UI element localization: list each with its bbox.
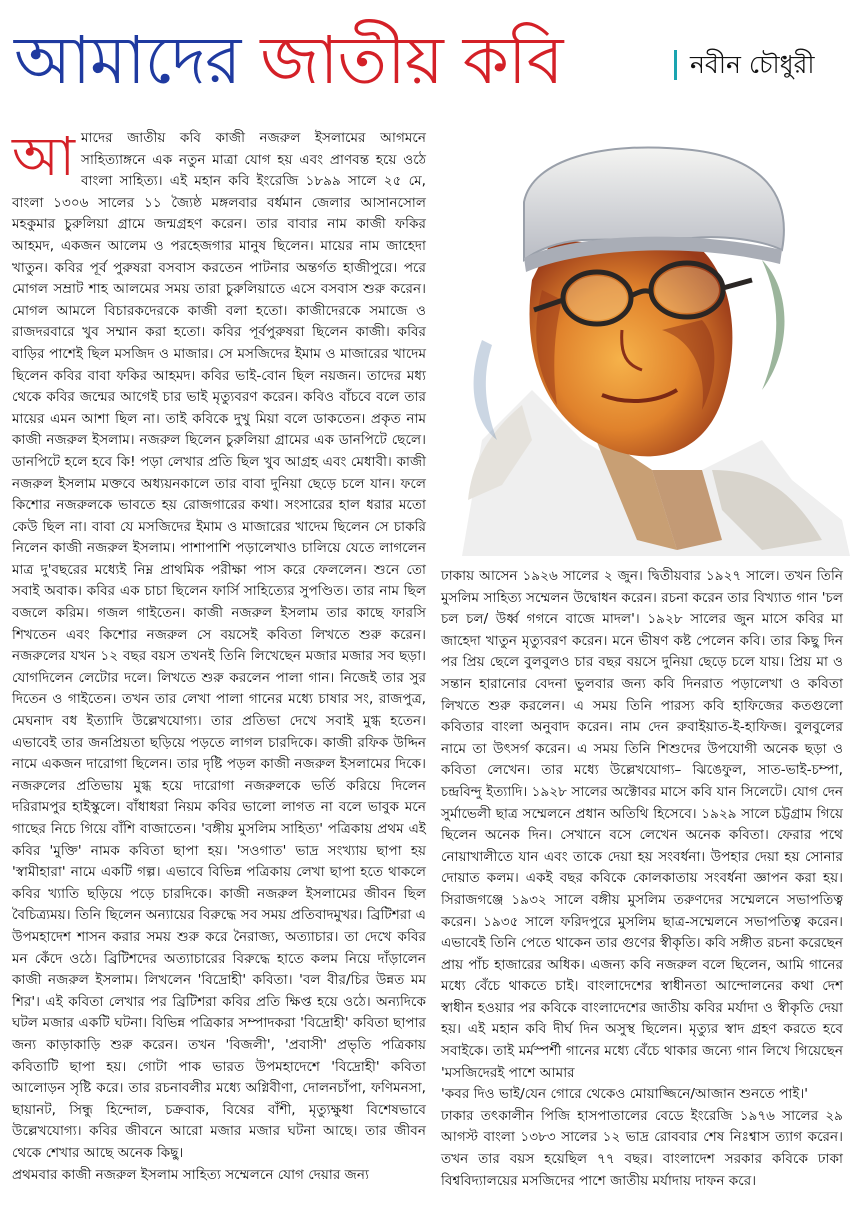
header [0, 0, 858, 118]
article-column-left [12, 125, 426, 1186]
article-paragraph-2: প্রথমবার কাজী নজরুল ইসলাম সাহিত্য সম্মেলনে যোগ দেয়ার জন্য [12, 1166, 369, 1183]
title-divider [674, 50, 677, 80]
page-title [14, 6, 563, 116]
title-part-1: আমাদের [14, 22, 241, 99]
poet-portrait-illustration [462, 140, 850, 556]
quote-paragraph: 'কবর দিও ভাই/যেন গোরে থেকেও মোয়াজ্জিনে/আজান শুনতে পাই।' [441, 1086, 809, 1103]
title-part-2: জাতীয় কবি [260, 22, 563, 99]
drop-cap: আ [12, 125, 75, 188]
article-paragraph-4: ঢাকার তৎকালীন পিজি হাসপাতালের বেডে ইংরেজি ১৯৭৬ সালের ২৯ আগস্ট বাংলা ১৩৮৩ সালের ১২ ভাদ্র রোববার শেষ নিঃশ্বাস ত্যাগ করেন। তখন তার বয়স হয়েছিল ৭৭ বছর। বাংলাদেশ সরকার কবিকে ঢাকা বিশ্ববিদ্যালয়ের মসজিদের পাশে জাতীয় মর্যাদায় দাফন করে। [441, 1107, 843, 1189]
article-paragraph-3: ঢাকায় আসেন ১৯২৬ সালের ২ জুন। দ্বিতীয়বার ১৯২৭ সালে। তখন তিনি মুসলিম সাহিত্য সম্মেলন উদ্বোধন করেন। রচনা করেন তার বিখ্যাত গান 'চল চল চল/ উর্ধ্ব গগনে বাজে মাদল'। ১৯২৮ সালের জুন মাসে কবির মা জাহেদা খাতুন মৃত্যুবরণ করেন। মনে ভীষণ কষ্ট পেলেন কবি। তার কিছু দিন পর প্রিয় ছেলে বুলবুলও চার বছর বয়সে দুনিয়া ছেড়ে চলে যায়। প্রিয় মা ও সন্তান হারানোর বেদনা ভুলবার জন্য কবি দিনরাত পড়ালেখা ও কবিতা লিখতে শুরু করলেন। এ সময় তিনি পারস্য কবি হাফিজের কতগুলো কবিতার বাংলা অনুবাদ করেন। নাম দেন রুবাইয়াত-ই-হাফিজ। বুলবুলের নামে তা উৎসর্গ করেন। এ সময় তিনি শিশুদের উপযোগী অনেক ছড়া ও কবিতা লেখেন। তার মধ্যে উল্লেখযোগ্য– ঝিঙেফুল, সাত-ভাই-চম্পা, চন্দ্রবিন্দু ইত্যাদি। ১৯২৮ সালের অক্টোবর মাসে কবি যান সিলেটে। যোগ দেন সুর্মাভেলী ছাত্র সম্মেলনে প্রধান অতিথি হিসেবে। ১৯২৯ সালে চট্টগ্রাম গিয়ে ছিলেন অনেক দিন। সেখানে বসে লেখেন অনেক কবিতা। ফেরার পথে নোয়াখালীতে যান এবং তাকে দেয়া হয় সংবর্ধনা। উপহার দেয়া হয় সোনার দোয়াত কলম। একই বছর কবিকে কোলকাতায় সংবর্ধনা জ্ঞাপন করা হয়। সিরাজগঞ্জে ১৯৩২ সালে বঙ্গীয় মুসলিম তরুণদের সম্মেলনে সভাপতিত্ব করেন। ১৯৩৫ সালে ফরিদপুরে মুসলিম ছাত্র-সম্মেলনে সভাপতিত্ব করেন। এভাবেই তিনি পেতে থাকেন তার গুণের স্বীকৃতি। কবি সঙ্গীত রচনা করেছেন প্রায় পাঁচ হাজারের অধিক। এজন্য কবি নজরুল বলে ছিলেন, আমি গানের মধ্যে বেঁচে থাকতে চাই। বাংলাদেশের স্বাধীনতা আন্দোলনের কথা দেশ স্বাধীন হওয়ার পর কবিকে বাংলাদেশের জাতীয় কবির মর্যাদা ও স্বীকৃতি দেয়া হয়। এই মহান কবি দীর্ঘ দিন অসুস্থ ছিলেন। মৃত্যুর স্বাদ গ্রহণ করতে হবে সবাইকে। তাই মর্মস্পর্শী গানের মধ্যে বেঁচে থাকার জন্যে গান লিখে গিয়েছেন 'মসজিদেরই পাশে আমার [441, 568, 843, 1081]
article-column-right [441, 566, 843, 1192]
article-paragraph-1 [12, 125, 426, 1165]
author-name: নবীন চৌধুরী [690, 50, 815, 79]
paragraph-1-text: মাদের জাতীয় কবি কাজী নজরুল ইসলামের আগমনে সাহিত্যাঙ্গনে এক নতুন মাত্রা যোগ হয় এবং প্রাণবন্ত হয়ে ওঠে বাংলা সাহিত্য। এই মহান কবি ইংরেজি ১৮৯৯ সালে ২৫ মে, বাংলা ১৩০৬ সালের ১১ জ্যৈষ্ঠ মঙ্গলবার বর্ধমান জেলার আসানসোল মহকুমার চুরুলিয়া গ্রামে জন্মগ্রহণ করেন। তার বাবার নাম কাজী ফকির আহমদ, একজন আলেম ও পরহেজগার মানুষ ছিলেন। মায়ের নাম জাহেদা খাতুন। কবির পূর্ব পুরুষরা বসবাস করতেন পাটনার অন্তর্গত হাজীপুরে। পরে মোগল সম্রাট শাহ আলমের সময় তারা চুরুলিয়াতে এসে বসবাস শুরু করেন। মোগল আমলে বিচারকদেরকে কাজী বলা হতো। কাজীদেরকে সমাজে ও রাজদরবারে খুব সম্মান করা হতো। কবির পূর্বপুরুষরা ছিলেন কাজী। কবির বাড়ির পাশেই ছিল মসজিদ ও মাজার। সে মসজিদের ইমাম ও মাজারের খাদেম ছিলেন কবির বাবা ফকির আহমদ। কবির ভাই-বোন ছিল নয়জন। তাদের মধ্য থেকে কবির জন্মের আগেই চার ভাই মৃত্যুবরণ করেন। কবিও বাঁচবে বলে তার মায়ের এমন আশা ছিল না। তাই কবিকে দুখু মিয়া বলে ডাকতেন। প্রকৃত নাম কাজী নজরুল ইসলাম। নজরুল ছিলেন চুরুলিয়া গ্রামের এক ডানপিটে ছেলে। ডানপিটে হলে হবে কি! পড়া লেখার প্রতি ছিল খুব আগ্রহ এবং মেধাবী। কাজী নজরুল ইসলাম মক্তবে অধ্যয়নকালে তার বাবা দুনিয়া ছেড়ে চলে যান। ফলে কিশোর নজরুলকে ভাবতে হয় রোজগারের কথা। সংসারের হাল ধরার মতো কেউ ছিল না। বাবা যে মসজিদের ইমাম ও মাজারের খাদেম ছিলেন সে চাকরি নিলেন কাজী নজরুল ইসলাম। পাশাপাশি পড়ালেখাও চালিয়ে যেতে লাগলেন মাত্র দু'বছরের মধ্যেই নিম্ন প্রাথমিক পরীক্ষা পাস করে ফেললেন। শুনে তো সবাই অবাক। কবির এক চাচা ছিলেন ফার্সি সাহিত্যের সুপণ্ডিত। তার নাম ছিল বজলে করিম। গজল গাইতেন। কাজী নজরুল ইসলাম তার কাছে ফারসি শিখতেন এবং কিশোর নজরুল সে বয়সেই কবিতা লিখতে শুরু করেন। নজরুলের যখন ১২ বছর বয়স তখনই তিনি লিখেছেন মজার মজার সব ছড়া। যোগদিলেন লেটোর দলে। লিখতে শুরু করলেন পালা গান। নিজেই তার সুর দিতেন ও গাইতেন। তখন তার লেখা পালা গানের মধ্যে চাষার সং, রাজপুত্র, মেঘনাদ বধ ইত্যাদি উল্লেখযোগ্য। তার প্রতিভা দেখে সবাই মুগ্ধ হতেন। এভাবেই তার জনপ্রিয়তা ছড়িয়ে পড়তে লাগল চারদিকে। কাজী রফিক উদ্দিন নামে একজন দারোগা ছিলেন। তার দৃষ্টি পড়ল কাজী নজরুল ইসলামের দিকে। নজরুলের প্রতিভায় মুগ্ধ হয়ে দারোগা নজরুলকে ভর্তি করিয়ে দিলেন দরিরামপুর হাইস্কুলে। বাঁধাধরা নিয়ম কবির ভালো লাগত না বলে ভাবুক মনে গাছের নিচে গিয়ে বাঁশি বাজাতেন। 'বঙ্গীয় মুসলিম সাহিত্য' পত্রিকায় প্রথম এই কবির 'মুক্তি' নামক কবিতা ছাপা হয়। 'সওগাত' ভাদ্র সংখ্যায় ছাপা হয় 'স্বামীহারা' নামে একটি গল্প। এভাবে বিভিন্ন পত্রিকায় লেখা ছাপা হতে থাকলে কবির খ্যাতি ছড়িয়ে পড়ে চারদিকে। কাজী নজরুল ইসলামের জীবন ছিল বৈচিত্র্যময়। তিনি ছিলেন অন্যায়ের বিরুদ্ধে সব সময় প্রতিবাদমুখর। ব্রিটিশরা এ উপমহাদেশ শাসন করার সময় শুরু করে নৈরাজ্য, অত্যাচার। তা দেখে কবির মন কেঁদে ওঠে। ব্রিটিশদের অত্যাচারের বিরুদ্ধে হাতে কলম নিয়ে দাঁড়ালেন কাজী নজরুল ইসলাম। লিখলেন 'বিদ্রোহী' কবিতা। 'বল বীর/চির উন্নত মম শির'। এই কবিতা লেখার পর ব্রিটিশরা কবির প্রতি ক্ষিপ্ত হয়ে ওঠে। অন্যদিকে ঘটল মজার একটি ঘটনা। বিভিন্ন পত্রিকার সম্পাদকরা 'বিদ্রোহী' কবিতা ছাপার জন্য কাড়াকাড়ি শুরু করেন। তখন 'বিজলী', 'প্রবাসী' প্রভৃতি পত্রিকায় কবিতাটি ছাপা হয়। গোটা পাক ভারত উপমহাদেশে 'বিদ্রোহী' কবিতা আলোড়ন সৃষ্টি করে। তার রচনাবলীর মধ্যে অগ্নিবীণা, দোলনচাঁপা, ফণিমনসা, ছায়ানট, সিন্ধু হিন্দোল, চক্রবাক, বিষের বাঁশী, মৃত্যুক্ষুধা বিশেষভাবে উল্লেখযোগ্য। কবির জীবনে আরো মজার মজার ঘটনা আছে। তার জীবন থেকে শেখার আছে অনেক কিছু। [12, 130, 426, 1161]
